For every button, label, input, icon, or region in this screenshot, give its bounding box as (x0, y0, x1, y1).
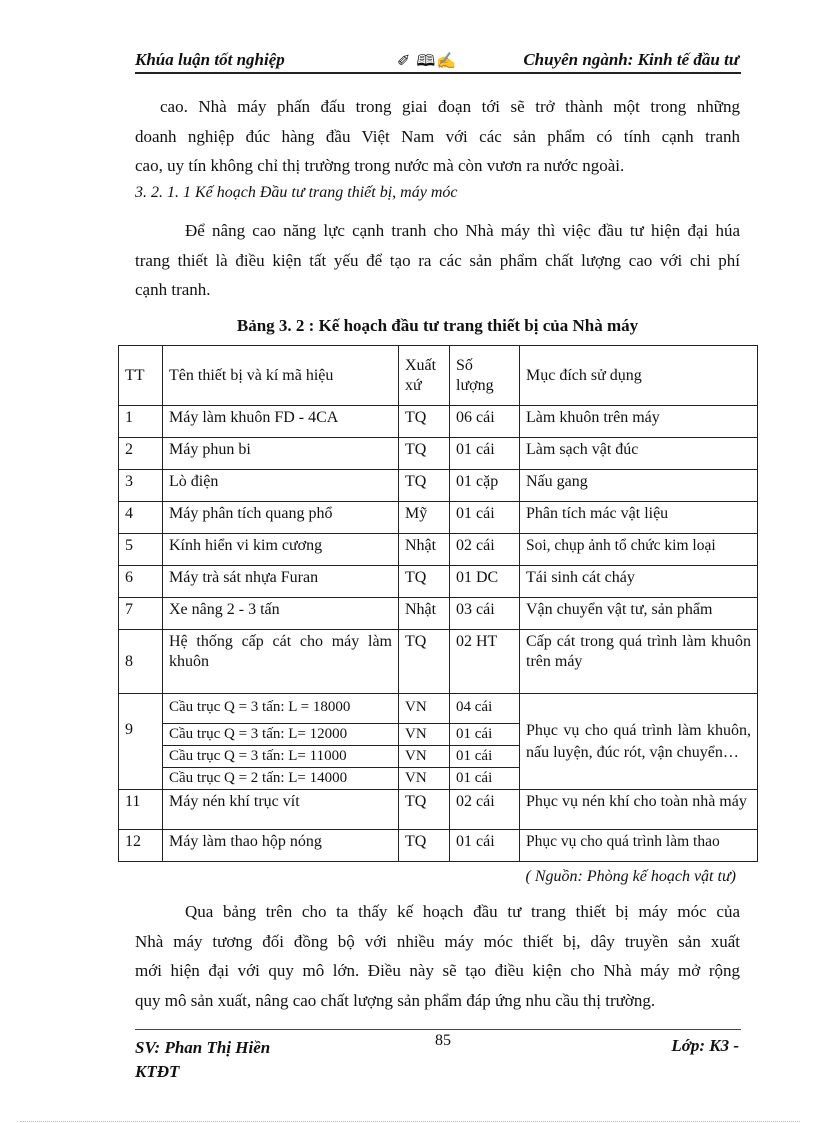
cell-purpose: Tái sinh cát cháy (520, 566, 758, 598)
cell-tt: 8 (119, 630, 163, 694)
cell-origin: Nhật (399, 534, 450, 566)
cell-name: Máy phun bi (163, 438, 399, 470)
cell-name: Cầu trục Q = 3 tấn: L= 12000 (163, 724, 399, 746)
text-line: doanh nghiệp đúc hàng đầu Việt Nam với các sản phẩm có tính cạnh tranh (135, 126, 740, 146)
table-header-row (119, 346, 758, 406)
cell-quantity: 02 HT (450, 630, 520, 694)
header-tt: TT (119, 346, 163, 406)
cell-purpose: Phân tích mác vật liệu (520, 502, 758, 534)
cell-quantity: 01 cái (450, 438, 520, 470)
cell-name: Máy làm khuôn FD - 4CA (163, 406, 399, 438)
cell-quantity: 04 cái (450, 694, 520, 724)
cell-name: Cầu trục Q = 2 tấn: L= 14000 (163, 768, 399, 790)
page-number: 85 (435, 1032, 451, 1049)
page-footer (135, 1029, 741, 1081)
text-line: cao, uy tín không chỉ thị trường trong nước mà còn vươn ra nước ngoài. (135, 156, 625, 175)
table-row-group-9 (119, 694, 758, 724)
cell-tt: 9 (119, 694, 163, 790)
cell-name: Cầu trục Q = 3 tấn: L = 18000 (163, 694, 399, 724)
cell-quantity: 02 cái (450, 534, 520, 566)
cell-purpose: Làm sạch vật đúc (520, 438, 758, 470)
cell-tt: 12 (119, 830, 163, 862)
cell-tt: 5 (119, 534, 163, 566)
cell-name: Kính hiển vi kim cương (163, 534, 399, 566)
cell-origin: TQ (399, 790, 450, 830)
cell-quantity: 01 cái (450, 768, 520, 790)
page-bottom-divider (20, 1121, 800, 1122)
footer-student (135, 1036, 270, 1084)
text-line: cao. Nhà máy phấn đấu trong giai đoạn tới sẽ trở thành một trong những (160, 97, 740, 116)
cell-quantity: 01 DC (450, 566, 520, 598)
table-caption: Bảng 3. 2 : Kế hoạch đầu tư trang thiết bị của Nhà máy (236, 316, 639, 335)
cell-name: Máy trà sát nhựa Furan (163, 566, 399, 598)
table-row (119, 598, 758, 630)
cell-quantity: 03 cái (450, 598, 520, 630)
paragraph-3 (135, 897, 740, 1015)
cell-name: Máy nén khí trục vít (163, 790, 399, 830)
cell-origin: TQ (399, 630, 450, 694)
header-name: Tên thiết bị và kí mã hiệu (163, 346, 399, 406)
cell-origin: TQ (399, 470, 450, 502)
cell-origin: TQ (399, 566, 450, 598)
page-header (135, 50, 741, 74)
cell-tt: 4 (119, 502, 163, 534)
cell-purpose: Soi, chụp ảnh tổ chức kim loại (520, 534, 758, 566)
cell-name: Máy làm thao hộp nóng (163, 830, 399, 862)
cell-origin: VN (399, 694, 450, 724)
cell-purpose: Cấp cát trong quá trình làm khuôn trên máy (520, 630, 758, 694)
cell-quantity: 01 cái (450, 724, 520, 746)
table-row (119, 566, 758, 598)
cell-origin: TQ (399, 830, 450, 862)
section-title: 3. 2. 1. 1 Kế hoạch Đầu tư trang thiết bị, máy móc (135, 184, 458, 201)
cell-quantity: 01 cái (450, 502, 520, 534)
cell-quantity: 06 cái (450, 406, 520, 438)
footer-student-major: KTĐT (135, 1062, 180, 1081)
cell-origin: TQ (399, 438, 450, 470)
table-row (119, 470, 758, 502)
cell-origin: VN (399, 746, 450, 768)
cell-origin: Nhật (399, 598, 450, 630)
paragraph-2 (135, 216, 740, 305)
table-row (119, 630, 758, 694)
header-origin: Xuất xứ (399, 346, 450, 406)
cell-quantity: 02 cái (450, 790, 520, 830)
cell-quantity: 01 cặp (450, 470, 520, 502)
text-line: cạnh tranh. (135, 280, 211, 299)
table-row (119, 534, 758, 566)
footer-class: Lớp: K3 - (671, 1036, 739, 1055)
cell-quantity: 01 cái (450, 830, 520, 862)
text-line: mới hiện đại với quy mô lớn. Điều này sẽ tạo điều kiện cho Nhà máy mở rộng (135, 961, 740, 980)
table-row (119, 406, 758, 438)
cell-purpose: Phục vụ cho quá trình làm khuôn, nấu luyện, đúc rót, vận chuyển… (520, 694, 758, 790)
cell-tt: 11 (119, 790, 163, 830)
header-purpose: Mục đích sử dụng (520, 346, 758, 406)
cell-purpose: Làm khuôn trên máy (520, 406, 758, 438)
table-row (119, 502, 758, 534)
table-row (119, 438, 758, 470)
cell-name: Lò điện (163, 470, 399, 502)
header-quantity: Số lượng (450, 346, 520, 406)
table-source-note: ( Nguồn: Phòng kế hoạch vật tư) (525, 868, 736, 885)
table-row (119, 790, 758, 830)
cell-origin: VN (399, 724, 450, 746)
text-line: trang thiết là điều kiện tất yếu để tạo ra các sản phẩm chất lượng cao với chi phí (135, 250, 740, 270)
cell-origin: TQ (399, 406, 450, 438)
cell-origin: VN (399, 768, 450, 790)
cell-tt: 1 (119, 406, 163, 438)
cell-purpose: Phục vụ nén khí cho toàn nhà máy (520, 790, 758, 830)
header-left-title: Khúa luận tốt nghiệp (135, 50, 285, 69)
table-row (119, 830, 758, 862)
cell-quantity: 01 cái (450, 746, 520, 768)
cell-name: Cầu trục Q = 3 tấn: L= 11000 (163, 746, 399, 768)
text-line: Qua bảng trên cho ta thấy kế hoạch đầu tư trang thiết bị máy móc của (185, 902, 740, 921)
cell-origin: Mỹ (399, 502, 450, 534)
text-line: Nhà máy tương đối đồng bộ với nhiều máy móc thiết bị, dây truyền sản xuất (135, 931, 740, 951)
equipment-table (118, 345, 758, 862)
cell-purpose: Vận chuyển vật tư, sản phẩm (520, 598, 758, 630)
cell-purpose: Nấu gang (520, 470, 758, 502)
cell-purpose: Phục vụ cho quá trình làm thao (520, 830, 758, 862)
intro-paragraph (135, 92, 740, 181)
cell-tt: 7 (119, 598, 163, 630)
header-right-title: Chuyên ngành: Kinh tế đầu tư (523, 50, 739, 69)
cell-name: Máy phân tích quang phổ (163, 502, 399, 534)
cell-name: Xe nâng 2 - 3 tấn (163, 598, 399, 630)
cell-name: Hệ thống cấp cát cho máy làm khuôn (163, 630, 399, 694)
cell-tt: 6 (119, 566, 163, 598)
footer-student-name: SV: Phan Thị Hiền (135, 1038, 271, 1057)
cell-tt: 2 (119, 438, 163, 470)
cell-tt: 3 (119, 470, 163, 502)
text-line: quy mô sản xuất, nâng cao chất lượng sản phẩm đáp ứng nhu cầu thị trường. (135, 990, 656, 1010)
header-ornament: ✐ 🕮✍ (397, 53, 458, 70)
text-line: Để nâng cao năng lực cạnh tranh cho Nhà máy thì việc đầu tư hiện đại húa (185, 221, 740, 240)
